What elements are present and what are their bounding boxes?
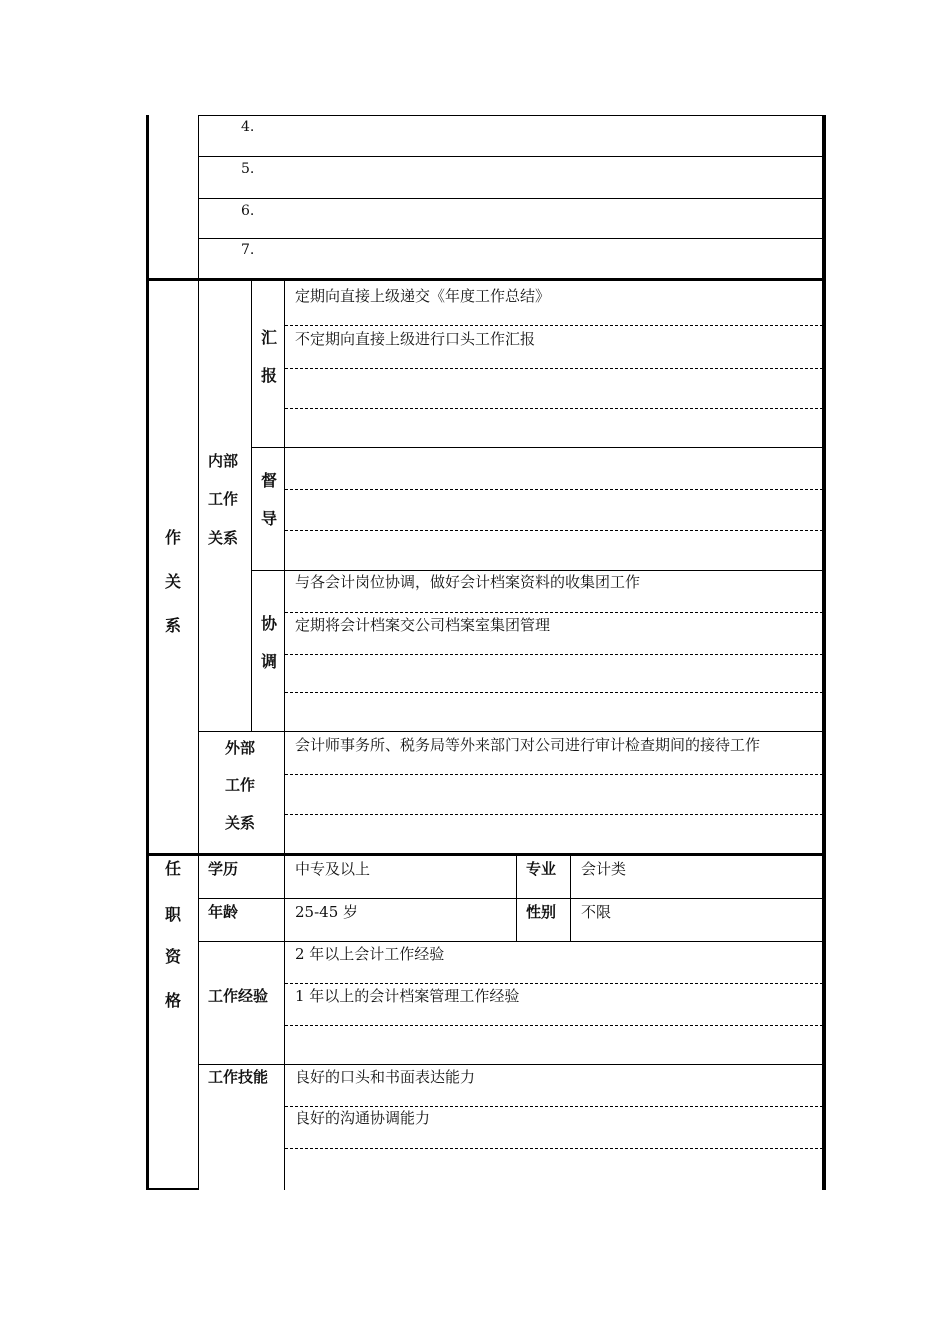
coordinate-label: 调	[261, 652, 278, 671]
report-label: 汇	[261, 328, 278, 347]
section-label-char: 任	[165, 859, 182, 878]
list-item-number: 7.	[241, 242, 255, 258]
report-line: 定期向直接上级递交《年度工作总结》	[295, 287, 551, 305]
section-label-char: 关	[165, 572, 182, 591]
experience-line: 2 年以上会计工作经验	[295, 945, 445, 963]
major-label: 专业	[526, 860, 557, 878]
internal-label: 内部	[208, 452, 239, 470]
skills-line: 良好的口头和书面表达能力	[295, 1068, 476, 1086]
age-value: 25-45 岁	[295, 903, 359, 921]
gender-label: 性别	[526, 903, 557, 921]
report-label: 报	[261, 366, 278, 385]
supervise-label: 导	[261, 509, 278, 528]
section-label-char: 职	[165, 905, 182, 924]
experience-line: 1 年以上的会计档案管理工作经验	[295, 987, 520, 1005]
coordinate-line: 与各会计岗位协调，做好会计档案资料的收集团工作	[295, 573, 641, 591]
external-label: 工作	[225, 776, 256, 794]
coordinate-label: 协	[261, 614, 278, 633]
gender-value: 不限	[581, 903, 612, 921]
internal-label: 工作	[208, 490, 239, 508]
external-label: 关系	[225, 814, 256, 832]
list-item-number: 4.	[241, 119, 255, 135]
report-line: 不定期向直接上级进行口头工作汇报	[295, 330, 536, 348]
list-item-number: 6.	[241, 203, 255, 219]
section-divider	[149, 853, 822, 856]
section-label-char: 资	[165, 947, 182, 966]
education-label: 学历	[208, 860, 239, 878]
section-label-char: 系	[165, 616, 182, 635]
education-value: 中专及以上	[295, 860, 371, 878]
skills-label: 工作技能	[208, 1068, 269, 1086]
skills-line: 良好的沟通协调能力	[295, 1109, 431, 1127]
external-label: 外部	[225, 739, 256, 757]
major-value: 会计类	[581, 860, 627, 878]
section-label-char: 格	[165, 991, 182, 1010]
list-item-number: 5.	[241, 161, 255, 177]
coordinate-line: 定期将会计档案交公司档案室集团管理	[295, 616, 551, 634]
section-label-char: 作	[165, 528, 182, 547]
age-label: 年龄	[208, 903, 239, 921]
external-line: 会计师事务所、税务局等外来部门对公司进行审计检查期间的接待工作	[295, 736, 761, 754]
internal-label: 关系	[208, 529, 239, 547]
section-divider	[149, 278, 822, 281]
experience-label: 工作经验	[208, 987, 269, 1005]
supervise-label: 督	[261, 471, 278, 490]
